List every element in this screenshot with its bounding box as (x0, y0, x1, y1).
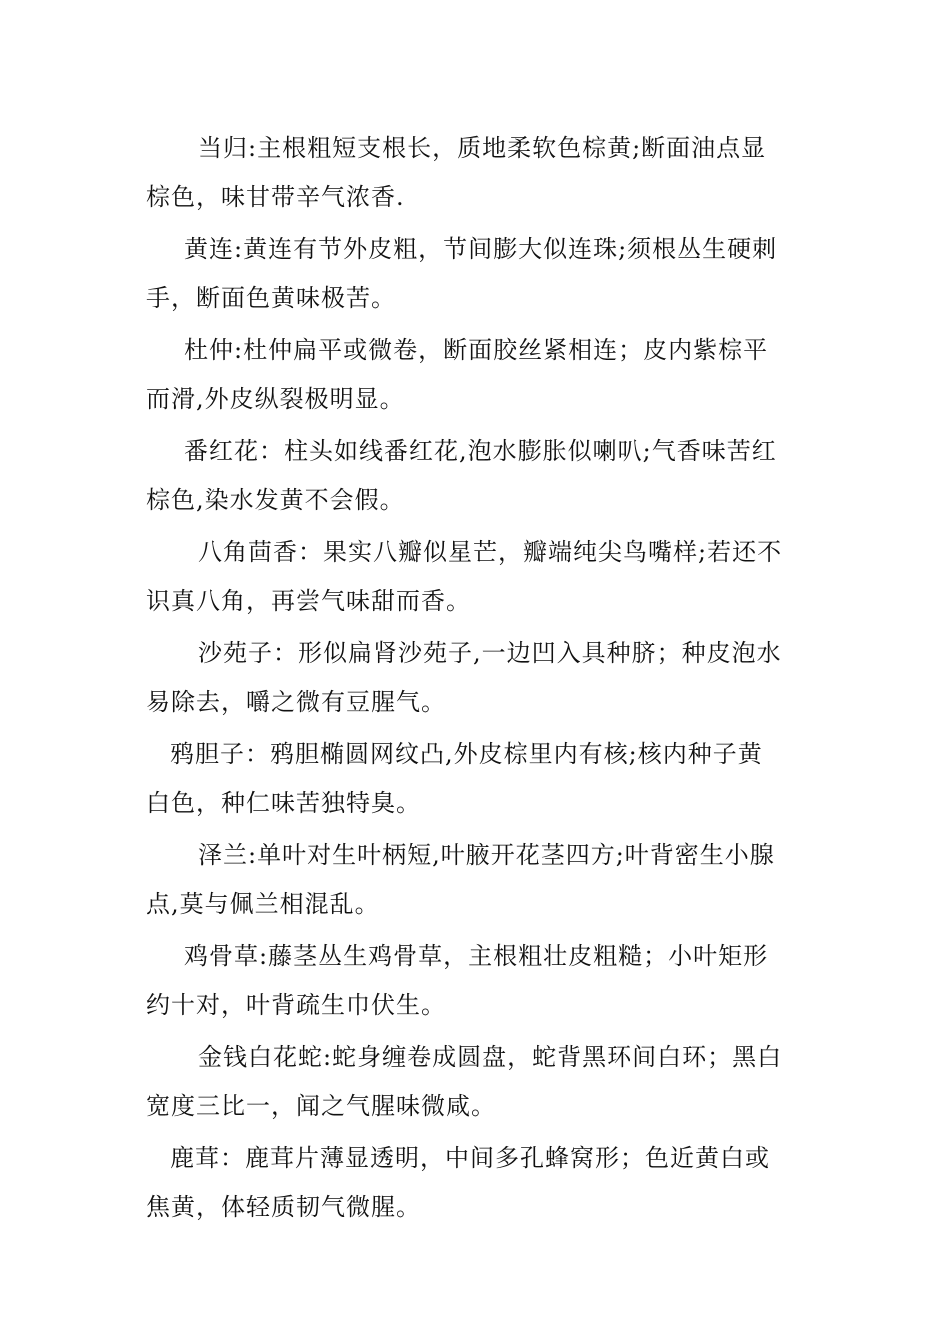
paragraph-line: 焦黄，体轻质韧气微腥。 (146, 1193, 421, 1221)
paragraph-yadanzi (146, 730, 806, 828)
paragraph-line: 当归:主根粗短支根长，质地柔软色棕黄;断面油点显 (198, 134, 767, 162)
paragraph-line: 而滑,外皮纵裂极明显。 (146, 385, 405, 413)
paragraph-line: 棕色，味甘带辛气浓香. (146, 183, 405, 211)
paragraph-line: 点,莫与佩兰相混乱。 (146, 890, 380, 918)
paragraph-line: 鸡骨草:藤茎丛生鸡骨草，主根粗壮皮粗糙；小叶矩形 (184, 942, 769, 970)
paragraph-jinqianbaihuashe (146, 1033, 806, 1131)
paragraph-line: 黄连:黄连有节外皮粗，节间膨大似连珠;须根丛生硬刺 (184, 235, 778, 263)
paragraph-danggui (146, 124, 806, 222)
paragraph-line: 鸦胆子：鸦胆椭圆网纹凸,外皮棕里内有核;核内种子黄 (170, 740, 763, 768)
paragraph-line: 八角茴香：果实八瓣似星芒，瓣端纯尖鸟嘴样;若还不 (198, 538, 783, 566)
paragraph-line: 识真八角，再尝气味甜而香。 (146, 587, 471, 615)
paragraph-huanglian (146, 225, 806, 323)
paragraph-line: 易除去，嚼之微有豆腥气。 (146, 688, 446, 716)
paragraph-line: 番红花：柱头如线番红花,泡水膨胀似喇叭;气香味苦红 (184, 437, 777, 465)
paragraph-line: 宽度三比一，闻之气腥味微咸。 (146, 1092, 496, 1120)
paragraph-bajiaohuixiang (146, 528, 806, 626)
paragraph-line: 鹿茸：鹿茸片薄显透明，中间多孔蜂窝形；色近黄白或 (170, 1144, 770, 1172)
document-body (146, 124, 806, 1235)
paragraph-line: 约十对，叶背疏生巾伏生。 (146, 991, 446, 1019)
paragraph-line: 手，断面色黄味极苦。 (146, 284, 396, 312)
paragraph-zelan (146, 831, 806, 929)
paragraph-line: 金钱白花蛇:蛇身缠卷成圆盘，蛇背黑环间白环；黑白 (198, 1043, 783, 1071)
paragraph-duzhong (146, 326, 806, 424)
paragraph-line: 棕色,染水发黄不会假。 (146, 486, 405, 514)
paragraph-shayuanzi (146, 629, 806, 727)
paragraph-line: 沙苑子：形似扁肾沙苑子,一边凹入具种脐；种皮泡水 (198, 639, 782, 667)
paragraph-jigucao (146, 932, 806, 1030)
paragraph-line: 杜仲:杜仲扁平或微卷，断面胶丝紧相连；皮内紫棕平 (184, 336, 769, 364)
paragraph-fanhonghua (146, 427, 806, 525)
paragraph-line: 白色，种仁味苦独特臭。 (146, 789, 421, 817)
paragraph-lurong (146, 1134, 806, 1232)
paragraph-line: 泽兰:单叶对生叶柄短,叶腋开花茎四方;叶背密生小腺 (198, 841, 775, 869)
